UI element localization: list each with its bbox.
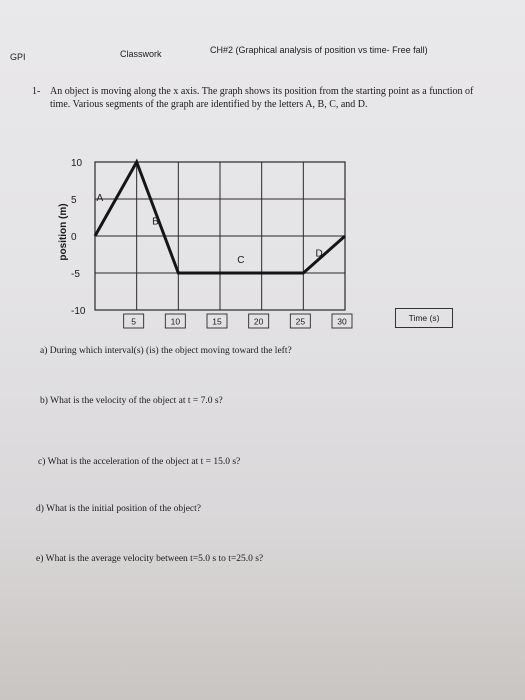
x-tick-label: 5 [131, 316, 137, 327]
question-e [36, 553, 263, 565]
question-a-label: a) [40, 346, 48, 356]
y-tick-label: 5 [71, 195, 77, 206]
x-tick-label: 15 [212, 316, 222, 327]
x-tick-label: 25 [295, 316, 306, 327]
question-d [36, 503, 201, 515]
x-tick-label: 10 [170, 316, 181, 327]
segment-label: B [152, 216, 159, 228]
problem-text: An object is moving along the x axis. The graph shows its position from the starting point as a function of time. Various segments of the graph are identified by the letters A, B, C, and D. [50, 86, 474, 110]
y-tick-label: -10 [71, 306, 86, 317]
question-d-label: d) [36, 504, 44, 514]
y-tick-label: 10 [71, 158, 83, 169]
question-d-text: What is the initial position of the object? [46, 504, 202, 514]
question-e-label: e) [36, 554, 44, 564]
x-tick-label: 20 [253, 316, 264, 327]
header-classwork: Classwork [120, 49, 162, 59]
question-b-label: b) [40, 396, 48, 406]
segment-label: A [96, 193, 104, 204]
problem-number: 1- [32, 86, 41, 97]
question-a-text: During which interval(s) (is) the object moving toward the left? [49, 346, 292, 356]
segment-label: C [237, 255, 245, 266]
y-axis-label: position (m) [58, 203, 69, 261]
question-e-text: What is the average velocity between t=5.0 s to t=25.0 s? [45, 554, 264, 564]
x-axis-label: Time (s) [408, 313, 440, 323]
y-tick-label: 0 [71, 232, 77, 243]
x-tick-label: 30 [337, 316, 347, 327]
question-b-text: What is the velocity of the object at t = 7.0 s? [50, 396, 223, 406]
x-axis-label-box [395, 308, 453, 328]
question-a [40, 345, 292, 357]
y-tick-label: -5 [71, 269, 80, 280]
header-chapter-title: CH#2 (Graphical analysis of position vs time- Free fall) [210, 45, 428, 55]
question-c-label: c) [38, 457, 46, 467]
question-c [38, 456, 240, 468]
question-c-text: What is the acceleration of the object at t = 15.0 s? [47, 457, 241, 467]
segment-label: D [315, 248, 323, 260]
header-school: GPI [10, 52, 26, 62]
question-b [40, 395, 223, 407]
